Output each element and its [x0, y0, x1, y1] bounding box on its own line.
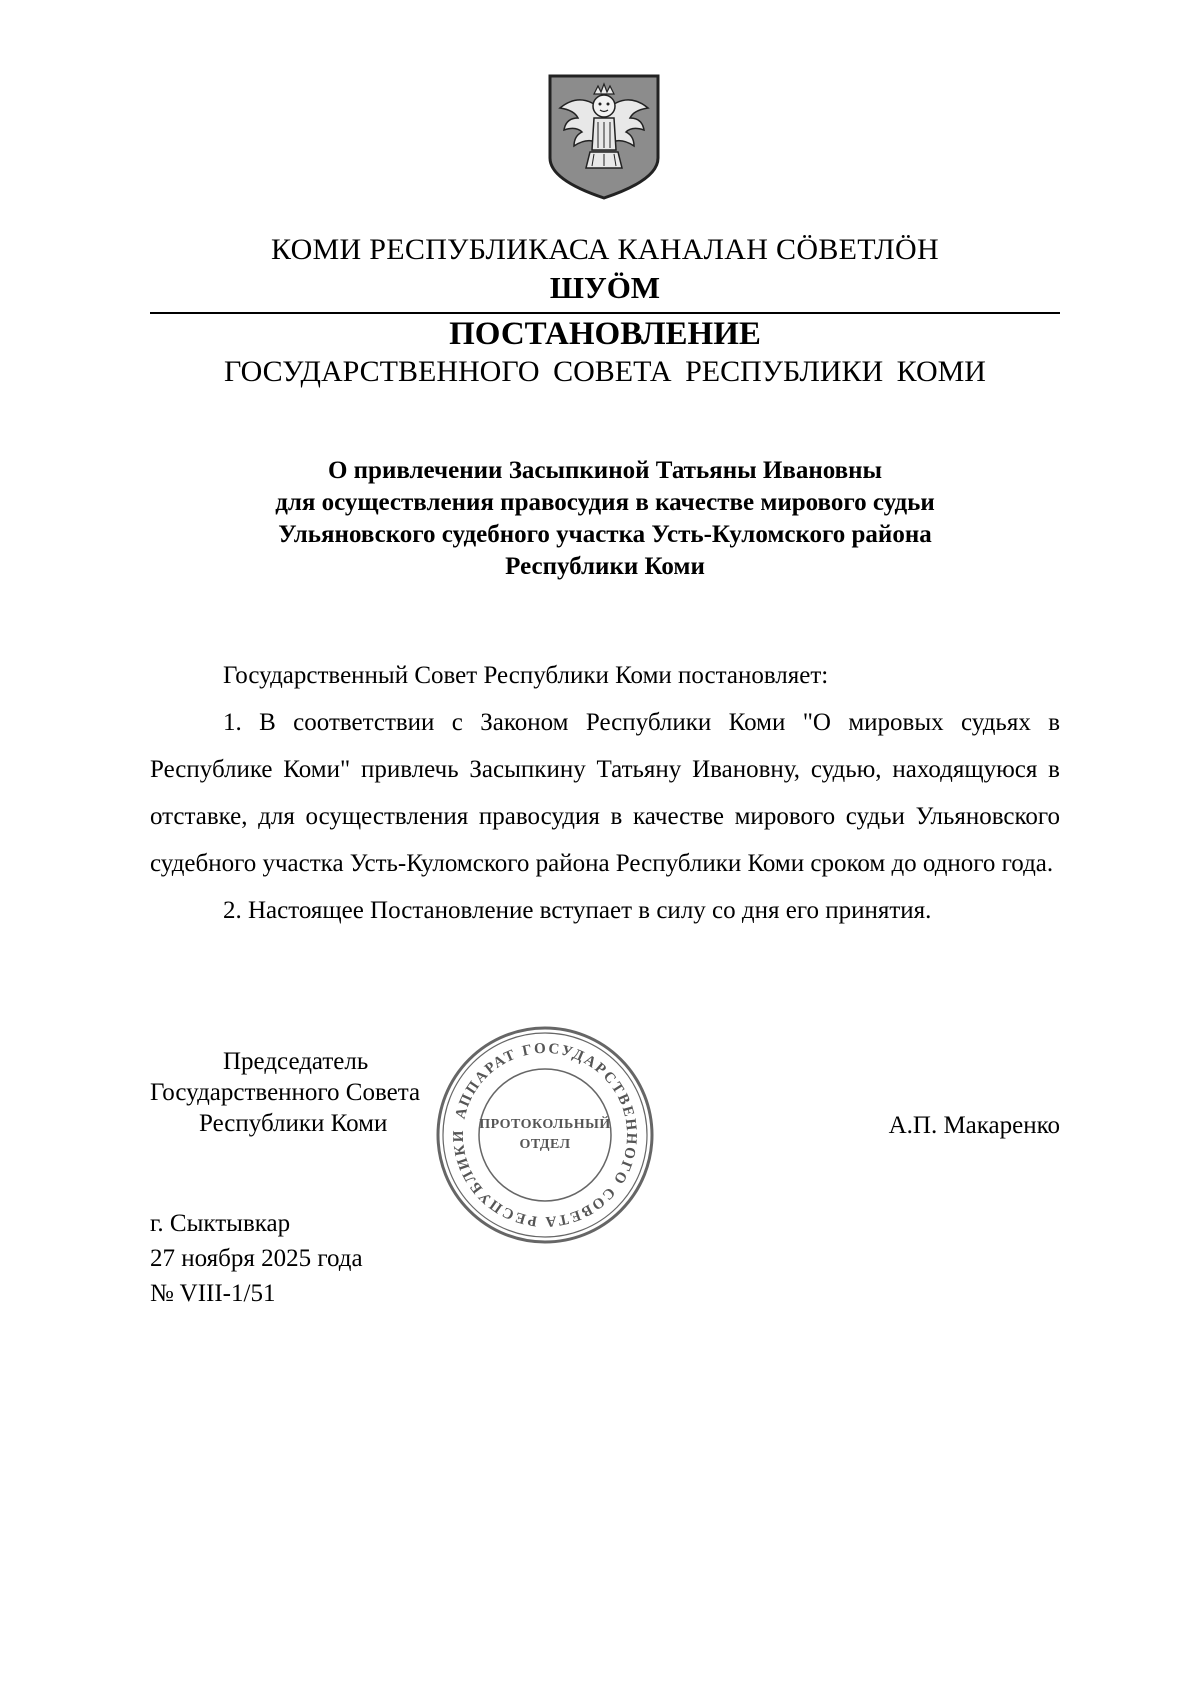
official-stamp — [434, 1024, 656, 1246]
item-2-paragraph: 2. Настоящее Постановление вступает в силу со дня его принятия. — [223, 897, 932, 924]
document-date: 27 ноября 2025 года — [150, 1245, 363, 1272]
signatory-position — [150, 1046, 420, 1139]
position-line: Государственного Совета — [150, 1079, 421, 1106]
title-line: для осуществления правосудия в качестве мирового судьи — [275, 489, 935, 516]
document-number: № VIII-1/51 — [150, 1280, 276, 1307]
position-line: Председатель — [223, 1048, 369, 1075]
stamp-center-text — [434, 1024, 656, 1246]
komi-document-type: ШУÖМ — [549, 270, 661, 305]
signatory-name: А.П. Макаренко — [888, 1112, 1060, 1139]
title-line: Ульяновского судебного участка Усть-Куломского района — [278, 521, 932, 548]
document-title — [150, 455, 1060, 583]
coat-of-arms-emblem — [544, 72, 664, 200]
document-type: ПОСТАНОВЛЕНИЕ — [449, 316, 761, 352]
komi-language-title: КОМИ РЕСПУБЛИКАСА КАНАЛАН СÖВЕТЛÖН — [271, 233, 939, 266]
svg-text:АППАРАТ ГОСУДАРСТВЕННОГО СОВЕТ: АППАРАТ ГОСУДАРСТВЕННОГО СОВЕТА РЕСПУБЛИКИ — [450, 1040, 640, 1230]
city: г. Сыктывкар — [150, 1210, 291, 1237]
document-footer — [150, 1206, 363, 1311]
issuer-name: ГОСУДАРСТВЕННОГО СОВЕТА РЕСПУБЛИКИ КОМИ — [224, 355, 986, 388]
document-body — [150, 652, 1060, 934]
intro-paragraph: Государственный Совет Республики Коми постановляет: — [223, 662, 829, 689]
title-line: Республики Коми — [505, 553, 705, 580]
stamp-line: ОТДЕЛ — [519, 1137, 571, 1152]
title-line: О привлечении Засыпкиной Татьяны Ивановны — [327, 457, 883, 484]
item-1-paragraph: 1. В соответствии с Законом Республики Коми "О мировых судьях в Республике Коми" привлечь Засыпкину Татьяну Ивановну, судью, находящуюся в отставке, для осуществления правосудия в качестве мирового судьи Ульяновского судебного участка Усть-Куломского района Республики Коми сроком до одного года. — [150, 709, 1060, 877]
stamp-line: ПРОТОКОЛЬНЫЙ — [479, 1117, 611, 1132]
position-line: Республики Коми — [199, 1110, 388, 1137]
